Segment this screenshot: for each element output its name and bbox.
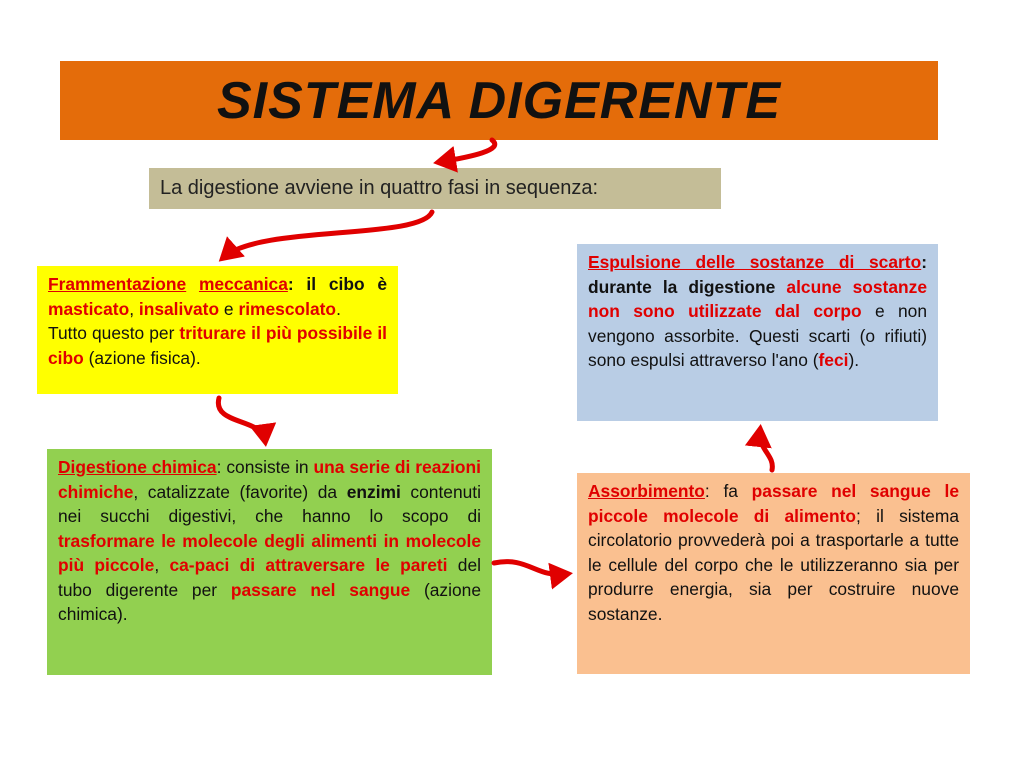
arrow-intro-to-frammentazione — [224, 212, 432, 257]
espulsione-text: Espulsione delle sostanze di scarto: durante la digestione alcune sostanze non sono utilizzate dal corpo e non vengono assorbite. Questi scarti (o rifiuti) sono espulsi attraverso l'ano (feci). — [588, 252, 928, 370]
arrow-assorbimento-to-espulsione — [760, 431, 773, 470]
arrow-frammentazione-to-digestione — [218, 398, 265, 440]
arrow-digestione-to-assorbimento — [494, 562, 566, 575]
assorbimento-heading: Assorbimento — [588, 481, 705, 501]
intro-text: La digestione avviene in quattro fasi in sequenza: — [160, 177, 599, 199]
espulsione-heading: Espulsione delle sostanze di scarto — [588, 252, 922, 272]
arrow-title-to-intro — [440, 140, 495, 162]
diagram-title: SISTEMA DIGERENTE — [216, 71, 781, 130]
frammentazione-heading: Frammentazione — [48, 274, 187, 294]
digestione-text: Digestione chimica: consiste in una serie di reazioni chimiche, catalizzate (favorite) da enzimi contenuti nei succhi digestivi, che hanno lo scopo di trasformare le molecole degli alimenti in molecole più piccole, ca-paci di attraversare le pareti del tubo digerente per passare nel sangue (azione chimica). — [58, 457, 481, 624]
frammentazione-text: Frammentazione meccanica: il cibo è masticato, insalivato e rimescolato. — [48, 274, 387, 319]
frammentazione-text-2: Tutto questo per triturare il più possibile il cibo (azione fisica). — [48, 323, 387, 368]
digestione-heading: Digestione chimica — [58, 457, 217, 477]
assorbimento-text: Assorbimento: fa passare nel sangue le piccole molecole di alimento; il sistema circolatorio provvederà poi a trasportarle a tutte le cellule del corpo che le utilizzeranno sia per produrre energia, sia per costruire nuove sostanze. — [588, 481, 960, 624]
meccanica-heading: meccanica — [198, 274, 288, 294]
